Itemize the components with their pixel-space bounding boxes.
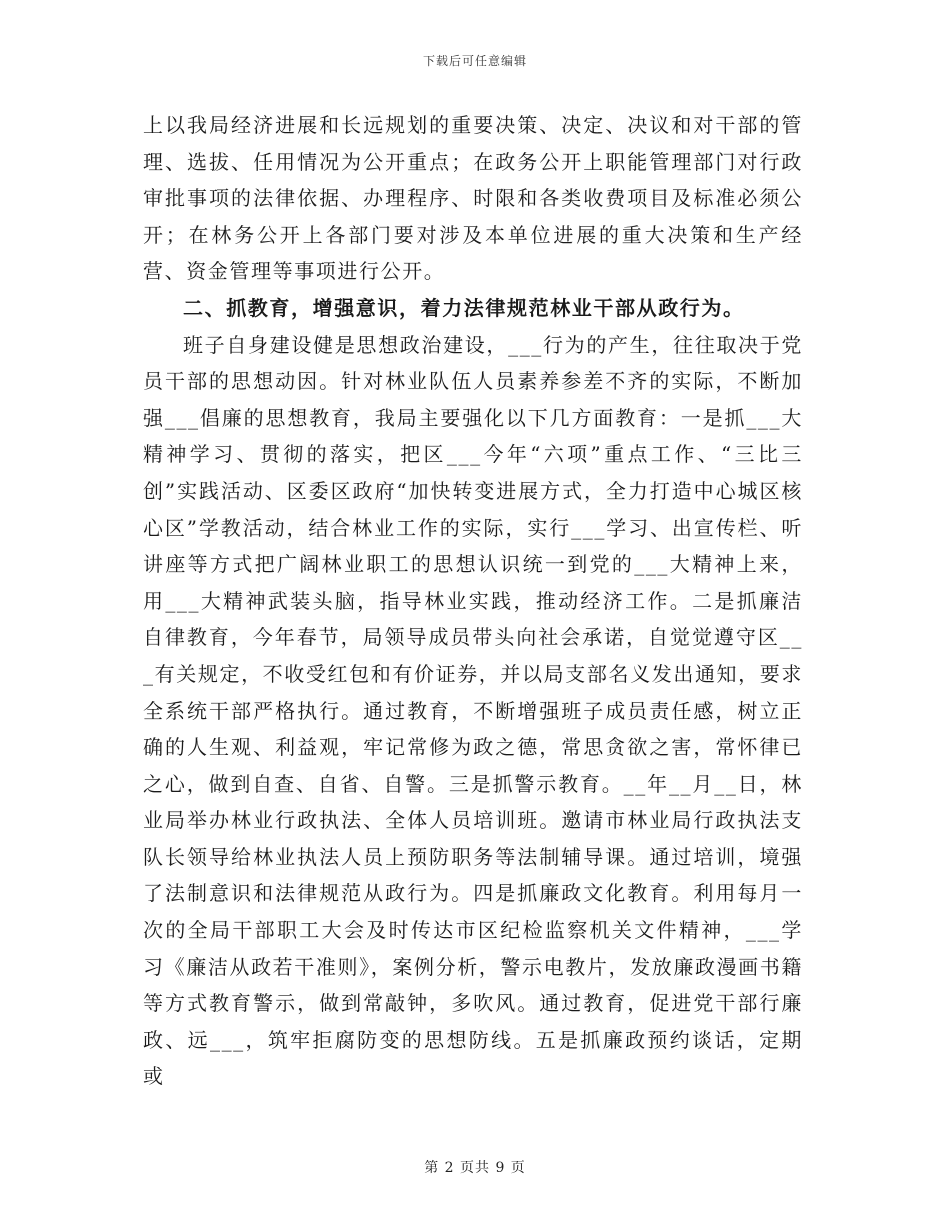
paragraph-continuation: 上以我局经济进展和长远规划的重要决策、决定、决议和对干部的管理、选拔、任用情况为公开重点；在政务公开上职能管理部门对行政审批事项的法律依据、办理程序、时限和各类收费项目及标准必须公开；在林务公开上各部门要对涉及本单位进展的重大决策和生产经营、资金管理等事项进行公开。: [143, 113, 803, 284]
page-header: 下载后可任意编辑: [422, 54, 527, 68]
document-body: [143, 107, 803, 1095]
paragraph-education: 班子自身建设健是思想政治建设，___行为的产生，往往取决于党员干部的思想动因。针对林业队伍人员素养参差不齐的实际，不断加强___倡廉的思想教育，我局主要强化以下几方面教育：一是抓___大精神学习、贯彻的落实，把区___今年“六项”重点工作、“三比三创”实践活动、区委区政府“加快转变进展方式，全力打造中心城区核心区”学教活动，结合林业工作的实际，实行___学习、出宣传栏、听讲座等方式把广阔林业职工的思想认识统一到党的___大精神上来，用___大精神武装头脑，指导林业实践，推动经济工作。二是抓廉洁自律教育，今年春节，局领导成员带头向社会承诺，自觉觉遵守区___有关规定，不收受红包和有价证券，并以局支部名义发出通知，要求全系统干部严格执行。通过教育，不断增强班子成员责任感，树立正确的人生观、利益观，牢记常修为政之德，常思贪欲之害，常怀律已之心，做到自查、自省、自警。三是抓警示教育。__年__月__日，林业局举办林业行政执法、全体人员培训班。邀请市林业局行政执法支队长领导给林业执法人员上预防职务等法制辅导课。通过培训，境强了法制意识和法律规范从政行为。四是抓廉政文化教育。利用每月一次的全局干部职工大会及时传达市区纪检监察机关文件精神，___学习《廉洁从政若干准则》，案例分析，警示电教片，发放廉政漫画书籍等方式教育警示，做到常敲钟，多吹风。通过教育，促进党干部行廉政、远___，筑牢拒腐防变的思想防线。五是抓廉政预约谈话，定期或: [143, 332, 803, 1089]
page-number: 第 2 页共 9 页: [424, 1160, 526, 1176]
section-heading: 二、抓教育，增强意识，着力法律规范林业干部从政行为。: [183, 295, 745, 320]
